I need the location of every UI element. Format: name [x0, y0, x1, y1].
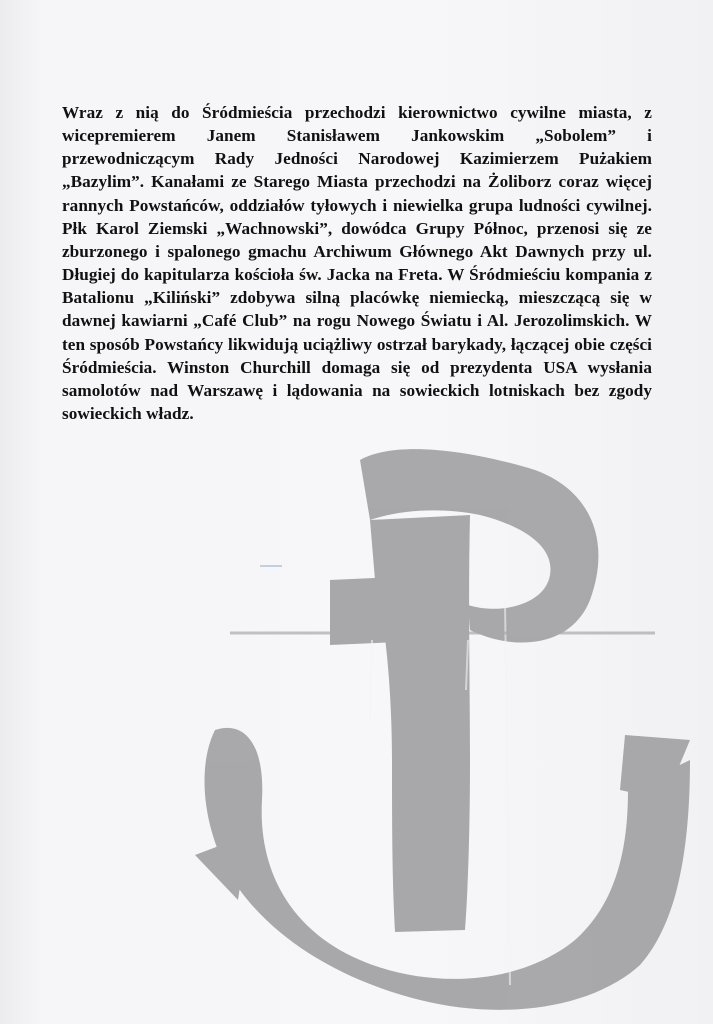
main-text-block: [62, 101, 652, 425]
body-paragraph: Wraz z nią do Śródmieścia przechodzi kierownictwo cywilne miasta, z wicepremierem Janem Stanisławem Jankowskim „Sobolem” i przewodniczącym Rady Jedności Narodowej Kazimierzem Pużakiem „Bazylim”. Kanałami ze Starego Miasta przechodzi na Żoliborz coraz więcej rannych Powstańców, oddziałów tyłowych i niewielka grupa ludności cywilnej. Płk Karol Ziemski „Wachnowski”, dowódca Grupy Północ, przenosi się ze zburzonego i spalonego gmachu Archiwum Głównego Akt Dawnych przy ul. Długiej do kapitularza kościoła św. Jacka na Freta. W Śródmieściu kompania z Batalionu „Kiliński” zdobywa silną placówkę niemiecką, mieszczącą się w dawnej kawiarni „Café Club” na rogu Nowego Światu i Al. Jerozolimskich. W ten sposób Powstańcy likwidują uciążliwy ostrzał barykady, łączącej obie części Śródmieścia. Winston Churchill domaga się od prezydenta USA wysłania samolotów nad Warszawę i lądowania na sowieckich lotniskach bez zgody sowieckich władz.: [62, 103, 652, 424]
